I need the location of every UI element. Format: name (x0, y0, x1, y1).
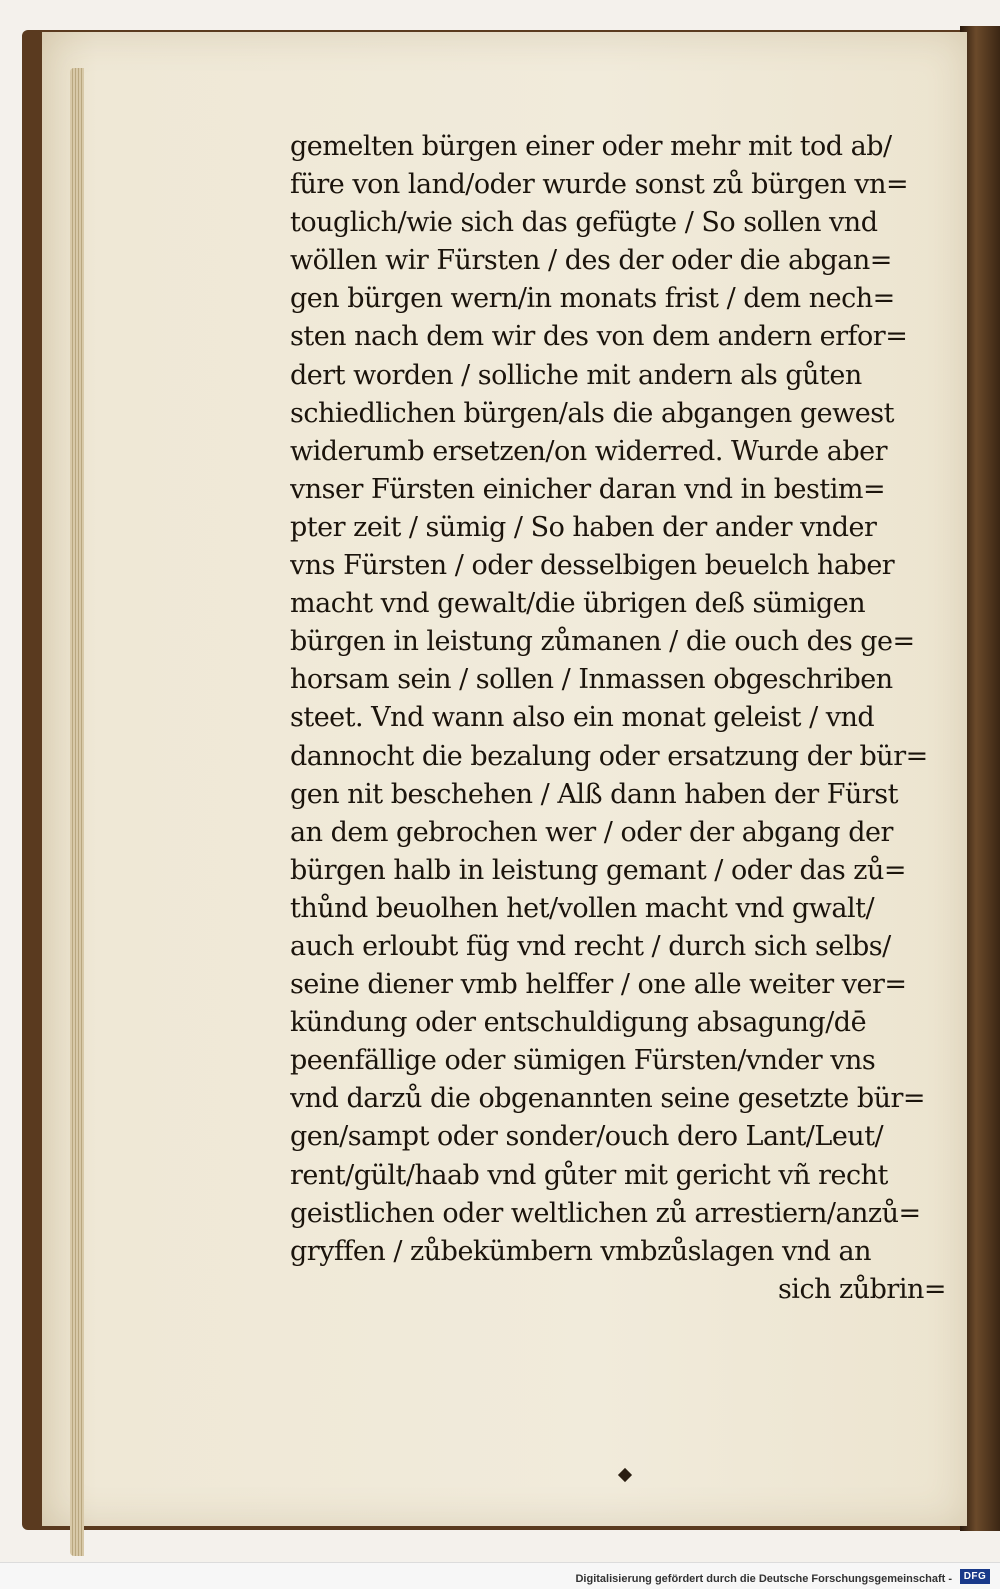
text-line: sten nach dem wir des von dem andern erfor= (290, 321, 908, 353)
text-line: bürgen in leistung zůmanen / die ouch des ge= (290, 626, 915, 658)
funding-credit: Digitalisierung gefördert durch die Deutsche Forschungsgemeinschaft - (575, 1573, 952, 1585)
page-text-block (290, 128, 958, 1309)
text-line: horsam sein / sollen / Inmassen obgeschriben (290, 664, 893, 696)
text-line: gen/sampt oder sonder/ouch dero Lant/Leut/ (290, 1121, 884, 1153)
text-line: bürgen halb in leistung gemant / oder das zů= (290, 854, 907, 886)
text-line: gen nit beschehen / Alß dann haben der Fürst (290, 778, 899, 810)
text-line: vns Fürsten / oder desselbigen beuelch haber (290, 550, 895, 582)
text-line: gemelten bürgen einer oder mehr mit tod ab/ (290, 131, 892, 162)
text-line: auch erloubt füg vnd recht / durch sich selbs/ (290, 930, 891, 962)
text-line: rent/gült/haab vnd gůter mit gericht vñ recht (290, 1159, 888, 1191)
text-line: füre von land/oder wurde sonst zů bürgen vn= (290, 169, 909, 201)
text-line: macht vnd gewalt/die übrigen deß sümigen (290, 588, 866, 620)
text-line: pter zeit / sümig / So haben der ander vnder (290, 511, 877, 543)
text-line: kündung oder entschuldigung absagung/dē (290, 1007, 867, 1039)
text-line: seine diener vmb helffer / one alle weiter ver= (290, 969, 907, 1001)
text-line: schiedlichen bürgen/als die abgangen gewest (290, 397, 894, 429)
text-line: wöllen wir Fürsten / des der oder die abgan= (290, 245, 892, 277)
text-line: geistlichen oder weltlichen zů arrestiern/anzů= (290, 1197, 921, 1229)
text-line: steet. Vnd wann also ein monat geleist / vnd (290, 702, 875, 734)
catchword-line: sich zůbrin= (777, 1273, 946, 1305)
text-line: vnd darzů die obgenannten seine gesetzte bür= (290, 1083, 926, 1115)
text-line: dert worden / solliche mit andern als gůten (290, 359, 862, 391)
text-line: peenfällige oder sümigen Fürsten/vnder vns (290, 1045, 876, 1077)
text-line: thůnd beuolhen het/vollen macht vnd gwalt/ (290, 892, 875, 924)
text-line: gen bürgen wern/in monats frist / dem nech= (290, 283, 895, 315)
text-line: an dem gebrochen wer / oder der abgang der (290, 816, 893, 848)
dfg-logo[interactable]: DFG (960, 1569, 990, 1584)
footer-strip (0, 1562, 1000, 1589)
text-line: widerumb ersetzen/on widerred. Wurde aber (290, 435, 888, 467)
page-stack-edge (70, 68, 84, 1556)
text-line: dannocht die bezalung oder ersatzung der bür= (290, 740, 928, 772)
text-line: gryffen / zůbekümbern vmbzůslagen vnd an (290, 1235, 872, 1267)
text-line: touglich/wie sich das gefügte / So sollen vnd (290, 207, 878, 239)
text-line: vnser Fürsten einicher daran vnd in bestim= (290, 473, 886, 505)
